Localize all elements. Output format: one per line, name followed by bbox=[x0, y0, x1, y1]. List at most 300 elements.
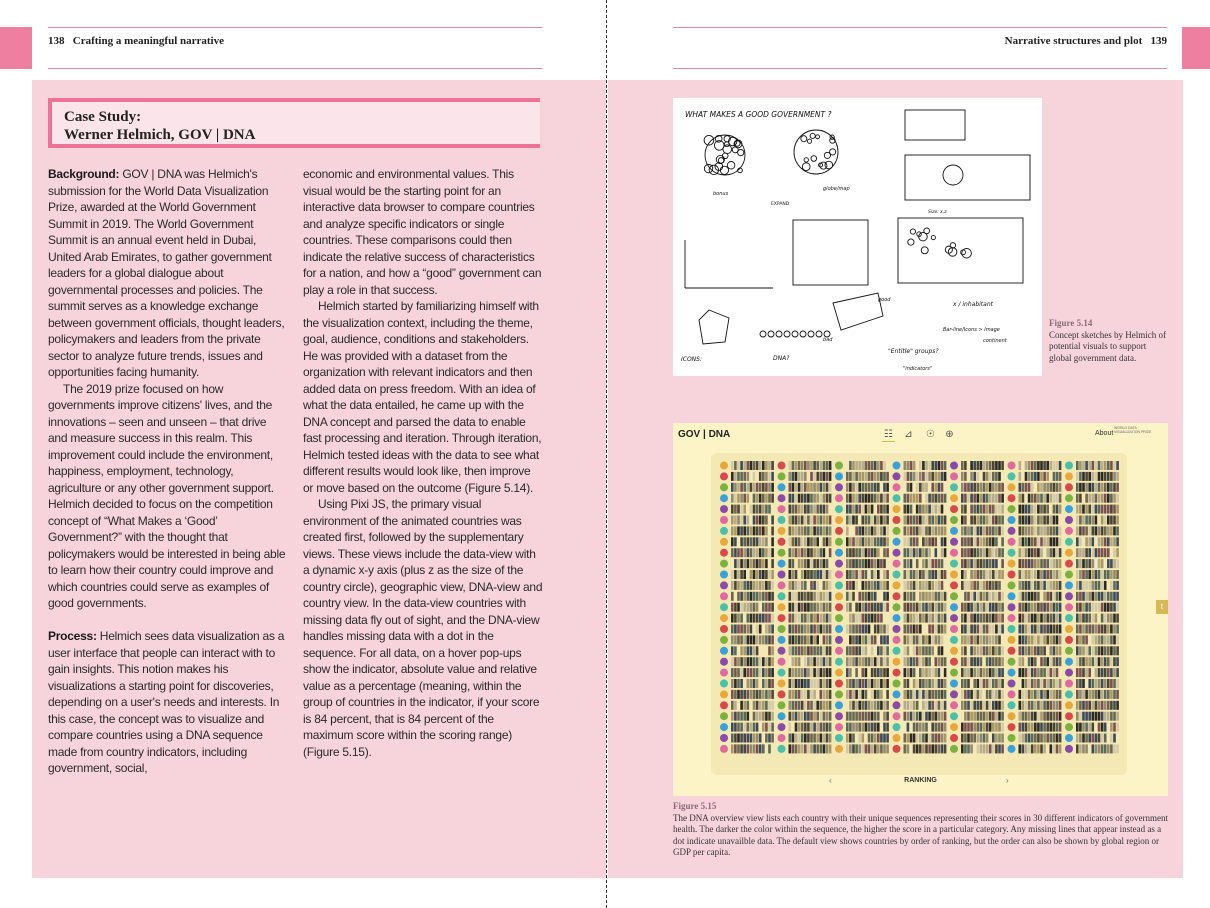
indicator-bar[interactable] bbox=[1088, 570, 1091, 579]
country-dot[interactable] bbox=[778, 505, 786, 513]
indicator-bar[interactable] bbox=[798, 548, 801, 557]
indicator-bar[interactable] bbox=[944, 472, 947, 481]
indicator-bar[interactable] bbox=[961, 744, 964, 753]
indicator-bar[interactable] bbox=[795, 483, 798, 492]
indicator-bar[interactable] bbox=[1085, 701, 1088, 710]
indicator-bar[interactable] bbox=[868, 581, 871, 590]
indicator-bar[interactable] bbox=[759, 581, 762, 590]
indicator-bar[interactable] bbox=[846, 646, 849, 655]
country-dot[interactable] bbox=[778, 625, 786, 633]
indicator-bar[interactable] bbox=[1076, 679, 1079, 688]
indicator-bar[interactable] bbox=[855, 635, 858, 644]
indicator-bar[interactable] bbox=[925, 570, 928, 579]
indicator-bar[interactable] bbox=[807, 690, 810, 699]
indicator-bar[interactable] bbox=[826, 516, 829, 525]
indicator-bar[interactable] bbox=[980, 592, 983, 601]
indicator-bar[interactable] bbox=[1040, 723, 1043, 732]
country-dot[interactable] bbox=[1008, 614, 1016, 622]
indicator-bar[interactable] bbox=[792, 505, 795, 514]
indicator-bar[interactable] bbox=[925, 646, 928, 655]
indicator-bar[interactable] bbox=[961, 483, 964, 492]
country-dot[interactable] bbox=[720, 505, 728, 513]
indicator-bar[interactable] bbox=[919, 690, 922, 699]
indicator-bar[interactable] bbox=[1053, 516, 1056, 525]
indicator-bar[interactable] bbox=[922, 657, 925, 666]
indicator-bar[interactable] bbox=[970, 505, 973, 514]
indicator-bar[interactable] bbox=[935, 701, 938, 710]
indicator-bar[interactable] bbox=[753, 614, 756, 623]
indicator-bar[interactable] bbox=[810, 635, 813, 644]
indicator-bar[interactable] bbox=[816, 505, 819, 514]
indicator-bar[interactable] bbox=[1104, 734, 1107, 743]
indicator-bar[interactable] bbox=[886, 723, 889, 732]
indicator-bar[interactable] bbox=[935, 483, 938, 492]
indicator-bar[interactable] bbox=[992, 625, 995, 634]
indicator-bar[interactable] bbox=[944, 570, 947, 579]
indicator-bar[interactable] bbox=[807, 570, 810, 579]
indicator-bar[interactable] bbox=[846, 537, 849, 546]
indicator-bar[interactable] bbox=[941, 679, 944, 688]
indicator-bar[interactable] bbox=[862, 679, 865, 688]
indicator-bar[interactable] bbox=[986, 723, 989, 732]
indicator-bar[interactable] bbox=[731, 690, 734, 699]
indicator-bar[interactable] bbox=[967, 744, 970, 753]
indicator-bar[interactable] bbox=[743, 537, 746, 546]
indicator-bar[interactable] bbox=[1031, 701, 1034, 710]
indicator-bar[interactable] bbox=[747, 744, 750, 753]
indicator-bar[interactable] bbox=[1034, 712, 1037, 721]
indicator-bar[interactable] bbox=[1028, 494, 1031, 503]
indicator-bar[interactable] bbox=[789, 472, 792, 481]
indicator-bar[interactable] bbox=[973, 657, 976, 666]
indicator-bar[interactable] bbox=[810, 744, 813, 753]
indicator-bar[interactable] bbox=[970, 701, 973, 710]
indicator-bar[interactable] bbox=[1025, 461, 1028, 470]
indicator-bar[interactable] bbox=[820, 657, 823, 666]
indicator-bar[interactable] bbox=[807, 537, 810, 546]
indicator-bar[interactable] bbox=[931, 505, 934, 514]
indicator-bar[interactable] bbox=[734, 559, 737, 568]
indicator-bar[interactable] bbox=[877, 614, 880, 623]
indicator-bar[interactable] bbox=[989, 483, 992, 492]
indicator-bar[interactable] bbox=[1116, 483, 1119, 492]
indicator-bar[interactable] bbox=[1031, 690, 1034, 699]
country-dot[interactable] bbox=[893, 505, 901, 513]
indicator-bar[interactable] bbox=[970, 494, 973, 503]
indicator-bar[interactable] bbox=[961, 657, 964, 666]
indicator-bar[interactable] bbox=[910, 548, 913, 557]
indicator-bar[interactable] bbox=[734, 570, 737, 579]
indicator-bar[interactable] bbox=[1025, 734, 1028, 743]
indicator-bar[interactable] bbox=[992, 516, 995, 525]
indicator-bar[interactable] bbox=[798, 614, 801, 623]
indicator-bar[interactable] bbox=[874, 614, 877, 623]
indicator-bar[interactable] bbox=[986, 483, 989, 492]
indicator-bar[interactable] bbox=[1098, 657, 1101, 666]
indicator-bar[interactable] bbox=[1113, 461, 1116, 470]
indicator-bar[interactable] bbox=[1040, 701, 1043, 710]
indicator-bar[interactable] bbox=[1079, 723, 1082, 732]
indicator-bar[interactable] bbox=[1076, 712, 1079, 721]
indicator-bar[interactable] bbox=[964, 657, 967, 666]
indicator-bar[interactable] bbox=[1107, 483, 1110, 492]
indicator-bar[interactable] bbox=[904, 505, 907, 514]
indicator-bar[interactable] bbox=[1001, 701, 1004, 710]
indicator-bar[interactable] bbox=[877, 657, 880, 666]
indicator-bar[interactable] bbox=[1095, 505, 1098, 514]
indicator-bar[interactable] bbox=[989, 581, 992, 590]
indicator-bar[interactable] bbox=[1116, 635, 1119, 644]
indicator-bar[interactable] bbox=[874, 526, 877, 535]
indicator-bar[interactable] bbox=[986, 668, 989, 677]
indicator-bar[interactable] bbox=[852, 592, 855, 601]
indicator-bar[interactable] bbox=[986, 646, 989, 655]
indicator-bar[interactable] bbox=[871, 581, 874, 590]
indicator-bar[interactable] bbox=[768, 570, 771, 579]
indicator-bar[interactable] bbox=[1082, 483, 1085, 492]
indicator-bar[interactable] bbox=[986, 657, 989, 666]
indicator-bar[interactable] bbox=[823, 701, 826, 710]
indicator-bar[interactable] bbox=[765, 472, 768, 481]
indicator-bar[interactable] bbox=[1001, 625, 1004, 634]
indicator-bar[interactable] bbox=[795, 723, 798, 732]
indicator-bar[interactable] bbox=[792, 472, 795, 481]
indicator-bar[interactable] bbox=[995, 592, 998, 601]
indicator-bar[interactable] bbox=[1088, 548, 1091, 557]
indicator-bar[interactable] bbox=[810, 603, 813, 612]
indicator-bar[interactable] bbox=[907, 625, 910, 634]
indicator-bar[interactable] bbox=[1082, 744, 1085, 753]
indicator-bar[interactable] bbox=[798, 516, 801, 525]
chart-icon[interactable]: ⊿ bbox=[904, 429, 913, 440]
country-dot[interactable] bbox=[893, 494, 901, 502]
indicator-bar[interactable] bbox=[883, 679, 886, 688]
indicator-bar[interactable] bbox=[823, 712, 826, 721]
indicator-bar[interactable] bbox=[771, 570, 774, 579]
indicator-bar[interactable] bbox=[1046, 570, 1049, 579]
indicator-bar[interactable] bbox=[1110, 646, 1113, 655]
indicator-bar[interactable] bbox=[792, 483, 795, 492]
indicator-bar[interactable] bbox=[1019, 537, 1022, 546]
indicator-bar[interactable] bbox=[743, 516, 746, 525]
indicator-bar[interactable] bbox=[756, 679, 759, 688]
indicator-bar[interactable] bbox=[768, 581, 771, 590]
indicator-bar[interactable] bbox=[862, 657, 865, 666]
indicator-bar[interactable] bbox=[931, 614, 934, 623]
indicator-bar[interactable] bbox=[801, 537, 804, 546]
indicator-bar[interactable] bbox=[1110, 723, 1113, 732]
indicator-bar[interactable] bbox=[995, 646, 998, 655]
indicator-bar[interactable] bbox=[1092, 657, 1095, 666]
indicator-bar[interactable] bbox=[883, 701, 886, 710]
indicator-bar[interactable] bbox=[750, 625, 753, 634]
indicator-bar[interactable] bbox=[1056, 472, 1059, 481]
indicator-bar[interactable] bbox=[849, 614, 852, 623]
indicator-bar[interactable] bbox=[916, 614, 919, 623]
indicator-bar[interactable] bbox=[935, 712, 938, 721]
indicator-bar[interactable] bbox=[765, 581, 768, 590]
indicator-bar[interactable] bbox=[1037, 472, 1040, 481]
indicator-bar[interactable] bbox=[804, 657, 807, 666]
indicator-bar[interactable] bbox=[731, 461, 734, 470]
indicator-bar[interactable] bbox=[913, 646, 916, 655]
indicator-bar[interactable] bbox=[862, 483, 865, 492]
indicator-bar[interactable] bbox=[865, 505, 868, 514]
indicator-bar[interactable] bbox=[964, 494, 967, 503]
indicator-bar[interactable] bbox=[792, 679, 795, 688]
indicator-bar[interactable] bbox=[858, 723, 861, 732]
indicator-bar[interactable] bbox=[1022, 744, 1025, 753]
indicator-bar[interactable] bbox=[1001, 614, 1004, 623]
indicator-bar[interactable] bbox=[919, 614, 922, 623]
indicator-bar[interactable] bbox=[743, 472, 746, 481]
indicator-bar[interactable] bbox=[1022, 635, 1025, 644]
indicator-bar[interactable] bbox=[1116, 712, 1119, 721]
indicator-bar[interactable] bbox=[877, 505, 880, 514]
indicator-bar[interactable] bbox=[995, 461, 998, 470]
indicator-bar[interactable] bbox=[877, 494, 880, 503]
indicator-bar[interactable] bbox=[1043, 679, 1046, 688]
country-dot[interactable] bbox=[893, 745, 901, 753]
indicator-bar[interactable] bbox=[826, 526, 829, 535]
indicator-bar[interactable] bbox=[874, 570, 877, 579]
indicator-bar[interactable] bbox=[747, 635, 750, 644]
country-dot[interactable] bbox=[950, 538, 958, 546]
indicator-bar[interactable] bbox=[961, 505, 964, 514]
indicator-bar[interactable] bbox=[944, 516, 947, 525]
indicator-bar[interactable] bbox=[980, 625, 983, 634]
indicator-bar[interactable] bbox=[913, 537, 916, 546]
indicator-bar[interactable] bbox=[1110, 570, 1113, 579]
indicator-bar[interactable] bbox=[973, 701, 976, 710]
indicator-bar[interactable] bbox=[1116, 723, 1119, 732]
indicator-bar[interactable] bbox=[855, 679, 858, 688]
indicator-bar[interactable] bbox=[753, 526, 756, 535]
indicator-bar[interactable] bbox=[1059, 537, 1062, 546]
indicator-bar[interactable] bbox=[762, 483, 765, 492]
indicator-bar[interactable] bbox=[1031, 592, 1034, 601]
indicator-bar[interactable] bbox=[804, 679, 807, 688]
indicator-bar[interactable] bbox=[1085, 723, 1088, 732]
indicator-bar[interactable] bbox=[765, 461, 768, 470]
indicator-bar[interactable] bbox=[1037, 646, 1040, 655]
country-dot[interactable] bbox=[720, 571, 728, 579]
indicator-bar[interactable] bbox=[1076, 690, 1079, 699]
indicator-bar[interactable] bbox=[992, 494, 995, 503]
indicator-bar[interactable] bbox=[1082, 614, 1085, 623]
indicator-bar[interactable] bbox=[1022, 646, 1025, 655]
indicator-bar[interactable] bbox=[813, 744, 816, 753]
indicator-bar[interactable] bbox=[862, 646, 865, 655]
indicator-bar[interactable] bbox=[1050, 625, 1053, 634]
indicator-bar[interactable] bbox=[935, 548, 938, 557]
indicator-bar[interactable] bbox=[1019, 712, 1022, 721]
indicator-bar[interactable] bbox=[980, 570, 983, 579]
indicator-bar[interactable] bbox=[877, 516, 880, 525]
indicator-bar[interactable] bbox=[1040, 516, 1043, 525]
indicator-bar[interactable] bbox=[964, 744, 967, 753]
indicator-bar[interactable] bbox=[1046, 603, 1049, 612]
indicator-bar[interactable] bbox=[731, 679, 734, 688]
indicator-bar[interactable] bbox=[826, 646, 829, 655]
indicator-bar[interactable] bbox=[1116, 657, 1119, 666]
indicator-bar[interactable] bbox=[1088, 734, 1091, 743]
country-dot[interactable] bbox=[1065, 571, 1073, 579]
indicator-bar[interactable] bbox=[731, 625, 734, 634]
indicator-bar[interactable] bbox=[1050, 734, 1053, 743]
indicator-bar[interactable] bbox=[1031, 723, 1034, 732]
country-dot[interactable] bbox=[778, 701, 786, 709]
indicator-bar[interactable] bbox=[1076, 635, 1079, 644]
indicator-bar[interactable] bbox=[762, 657, 765, 666]
indicator-bar[interactable] bbox=[1043, 483, 1046, 492]
indicator-bar[interactable] bbox=[1076, 581, 1079, 590]
indicator-bar[interactable] bbox=[922, 723, 925, 732]
indicator-bar[interactable] bbox=[1056, 635, 1059, 644]
indicator-bar[interactable] bbox=[1079, 712, 1082, 721]
indicator-bar[interactable] bbox=[737, 516, 740, 525]
indicator-bar[interactable] bbox=[874, 516, 877, 525]
indicator-bar[interactable] bbox=[801, 744, 804, 753]
indicator-bar[interactable] bbox=[935, 625, 938, 634]
indicator-bar[interactable] bbox=[798, 657, 801, 666]
country-dot[interactable] bbox=[1008, 680, 1016, 688]
indicator-bar[interactable] bbox=[1059, 712, 1062, 721]
indicator-bar[interactable] bbox=[1113, 734, 1116, 743]
indicator-bar[interactable] bbox=[973, 668, 976, 677]
indicator-bar[interactable] bbox=[1113, 570, 1116, 579]
indicator-bar[interactable] bbox=[980, 461, 983, 470]
indicator-bar[interactable] bbox=[967, 537, 970, 546]
indicator-bar[interactable] bbox=[883, 712, 886, 721]
indicator-bar[interactable] bbox=[1056, 668, 1059, 677]
indicator-bar[interactable] bbox=[795, 635, 798, 644]
indicator-bar[interactable] bbox=[935, 505, 938, 514]
indicator-bar[interactable] bbox=[1104, 461, 1107, 470]
indicator-bar[interactable] bbox=[829, 723, 832, 732]
country-dot[interactable] bbox=[720, 712, 728, 720]
indicator-bar[interactable] bbox=[852, 625, 855, 634]
indicator-bar[interactable] bbox=[789, 723, 792, 732]
indicator-bar[interactable] bbox=[931, 723, 934, 732]
country-dot[interactable] bbox=[1008, 592, 1016, 600]
indicator-bar[interactable] bbox=[768, 679, 771, 688]
indicator-bar[interactable] bbox=[973, 483, 976, 492]
indicator-bar[interactable] bbox=[789, 494, 792, 503]
indicator-bar[interactable] bbox=[852, 483, 855, 492]
indicator-bar[interactable] bbox=[944, 657, 947, 666]
country-dot[interactable] bbox=[720, 603, 728, 611]
indicator-bar[interactable] bbox=[740, 712, 743, 721]
indicator-bar[interactable] bbox=[1053, 548, 1056, 557]
indicator-bar[interactable] bbox=[874, 581, 877, 590]
indicator-bar[interactable] bbox=[804, 744, 807, 753]
indicator-bar[interactable] bbox=[935, 744, 938, 753]
indicator-bar[interactable] bbox=[813, 516, 816, 525]
country-dot[interactable] bbox=[778, 734, 786, 742]
indicator-bar[interactable] bbox=[862, 712, 865, 721]
indicator-bar[interactable] bbox=[874, 483, 877, 492]
country-dot[interactable] bbox=[1065, 669, 1073, 677]
indicator-bar[interactable] bbox=[886, 494, 889, 503]
indicator-bar[interactable] bbox=[970, 646, 973, 655]
indicator-bar[interactable] bbox=[1092, 701, 1095, 710]
indicator-bar[interactable] bbox=[925, 744, 928, 753]
country-dot[interactable] bbox=[778, 690, 786, 698]
indicator-bar[interactable] bbox=[992, 570, 995, 579]
indicator-bar[interactable] bbox=[1101, 472, 1104, 481]
indicator-bar[interactable] bbox=[771, 701, 774, 710]
indicator-bar[interactable] bbox=[1095, 614, 1098, 623]
country-dot[interactable] bbox=[1065, 625, 1073, 633]
indicator-bar[interactable] bbox=[871, 701, 874, 710]
indicator-bar[interactable] bbox=[795, 646, 798, 655]
indicator-bar[interactable] bbox=[1019, 723, 1022, 732]
indicator-bar[interactable] bbox=[983, 472, 986, 481]
indicator-bar[interactable] bbox=[1001, 734, 1004, 743]
indicator-bar[interactable] bbox=[759, 537, 762, 546]
indicator-bar[interactable] bbox=[849, 744, 852, 753]
indicator-bar[interactable] bbox=[995, 483, 998, 492]
indicator-bar[interactable] bbox=[762, 603, 765, 612]
indicator-bar[interactable] bbox=[992, 472, 995, 481]
indicator-bar[interactable] bbox=[813, 559, 816, 568]
indicator-bar[interactable] bbox=[1076, 614, 1079, 623]
indicator-bar[interactable] bbox=[855, 559, 858, 568]
indicator-bar[interactable] bbox=[807, 505, 810, 514]
indicator-bar[interactable] bbox=[804, 505, 807, 514]
indicator-bar[interactable] bbox=[1034, 635, 1037, 644]
indicator-bar[interactable] bbox=[823, 614, 826, 623]
indicator-bar[interactable] bbox=[826, 494, 829, 503]
indicator-bar[interactable] bbox=[1079, 483, 1082, 492]
indicator-bar[interactable] bbox=[807, 483, 810, 492]
indicator-bar[interactable] bbox=[1019, 646, 1022, 655]
indicator-bar[interactable] bbox=[762, 494, 765, 503]
indicator-bar[interactable] bbox=[865, 646, 868, 655]
indicator-bar[interactable] bbox=[913, 635, 916, 644]
indicator-bar[interactable] bbox=[1019, 734, 1022, 743]
indicator-bar[interactable] bbox=[1040, 734, 1043, 743]
indicator-bar[interactable] bbox=[1028, 516, 1031, 525]
indicator-bar[interactable] bbox=[1116, 646, 1119, 655]
indicator-bar[interactable] bbox=[740, 505, 743, 514]
indicator-bar[interactable] bbox=[804, 614, 807, 623]
indicator-bar[interactable] bbox=[1050, 712, 1053, 721]
indicator-bar[interactable] bbox=[747, 483, 750, 492]
indicator-bar[interactable] bbox=[756, 701, 759, 710]
indicator-bar[interactable] bbox=[810, 734, 813, 743]
indicator-bar[interactable] bbox=[1104, 690, 1107, 699]
indicator-bar[interactable] bbox=[1098, 581, 1101, 590]
indicator-bar[interactable] bbox=[1079, 635, 1082, 644]
indicator-bar[interactable] bbox=[913, 603, 916, 612]
indicator-bar[interactable] bbox=[813, 635, 816, 644]
indicator-bar[interactable] bbox=[771, 548, 774, 557]
indicator-bar[interactable] bbox=[1001, 657, 1004, 666]
country-dot[interactable] bbox=[835, 472, 843, 480]
indicator-bar[interactable] bbox=[1046, 690, 1049, 699]
indicator-bar[interactable] bbox=[759, 668, 762, 677]
indicator-bar[interactable] bbox=[820, 646, 823, 655]
indicator-bar[interactable] bbox=[989, 603, 992, 612]
indicator-bar[interactable] bbox=[961, 690, 964, 699]
indicator-bar[interactable] bbox=[759, 744, 762, 753]
indicator-bar[interactable] bbox=[877, 570, 880, 579]
indicator-bar[interactable] bbox=[789, 646, 792, 655]
country-dot[interactable] bbox=[720, 669, 728, 677]
indicator-bar[interactable] bbox=[944, 494, 947, 503]
